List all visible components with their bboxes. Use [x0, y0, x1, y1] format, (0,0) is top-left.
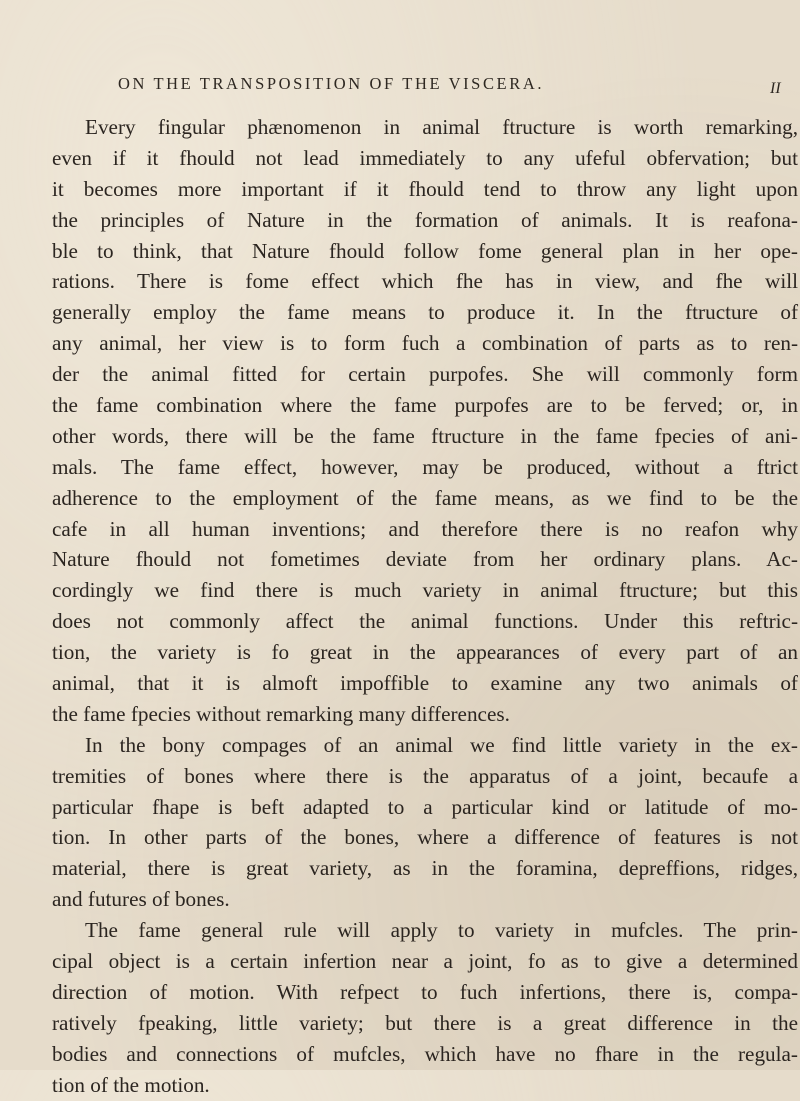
text-line: bodies and connections of mufcles, which have no fhare in the regula- [52, 1041, 798, 1066]
text-line: even if it fhould not lead immediately to any ufeful obfervation; but [52, 145, 798, 170]
text-line: it becomes more important if it fhould tend to throw any light upon [52, 176, 798, 201]
text-line: tremities of bones where there is the apparatus of a joint, becaufe a [52, 763, 798, 788]
text-line: direction of motion. With refpect to fuch infertions, there is, compa- [52, 979, 798, 1004]
text-line: and futures of bones. [52, 887, 230, 912]
text-line: rations. There is fome effect which fhe has in view, and fhe will [52, 269, 798, 294]
text-line: the fame combination where the fame purpofes are to be ferved; or, in [52, 393, 798, 418]
text-line: tion, the variety is fo great in the appearances of every part of an [52, 640, 798, 665]
text-line: does not commonly affect the animal functions. Under this reftric- [52, 609, 798, 634]
text-line: cordingly we find there is much variety in animal ftructure; but this [52, 578, 798, 603]
text-line: The fame general rule will apply to variety in mufcles. The prin- [85, 918, 798, 943]
text-line: Nature fhould not fometimes deviate from her ordinary plans. Ac- [52, 547, 798, 572]
text-line: particular fhape is beft adapted to a particular kind or latitude of mo- [52, 794, 798, 819]
text-line: generally employ the fame means to produce it. In the ftructure of [52, 300, 798, 325]
text-line: tion. In other parts of the bones, where a difference of features is not [52, 825, 798, 850]
text-line: ratively fpeaking, little variety; but there is a great difference in the [52, 1010, 798, 1035]
text-line: der the animal fitted for certain purpofes. She will commonly form [52, 362, 798, 387]
text-line: other words, there will be the fame ftructure in the fame fpecies of ani- [52, 423, 798, 448]
text-line: Every fingular phænomenon in animal ftructure is worth remarking, [85, 115, 798, 139]
text-line: cipal object is a certain infertion near a joint, fo as to give a determined [52, 949, 798, 974]
body-text [52, 112, 798, 1101]
text-line: ble to think, that Nature fhould follow fome general plan in her ope- [52, 238, 798, 263]
running-head: ON THE TRANSPOSITION OF THE VISCERA. [118, 74, 545, 93]
text-line: mals. The fame effect, however, may be produced, without a ftrict [52, 454, 798, 479]
text-line: material, there is great variety, as in the foramina, depreffions, ridges, [52, 856, 798, 881]
text-line: In the bony compages of an animal we find little variety in the ex- [85, 732, 798, 757]
text-line: the fame fpecies without remarking many differences. [52, 701, 510, 726]
text-line: any animal, her view is to form fuch a combination of parts as to ren- [52, 331, 798, 356]
page-number: II [770, 80, 781, 97]
text-line: tion of the motion. [52, 1072, 210, 1097]
text-line: animal, that it is almoft impoffible to examine any two animals of [52, 671, 798, 696]
text-line: cafe in all human inventions; and therefore there is no reafon why [52, 516, 798, 541]
text-line: adherence to the employment of the fame means, as we find to be the [52, 485, 798, 510]
text-line: the principles of Nature in the formation of animals. It is reafona- [52, 207, 798, 232]
